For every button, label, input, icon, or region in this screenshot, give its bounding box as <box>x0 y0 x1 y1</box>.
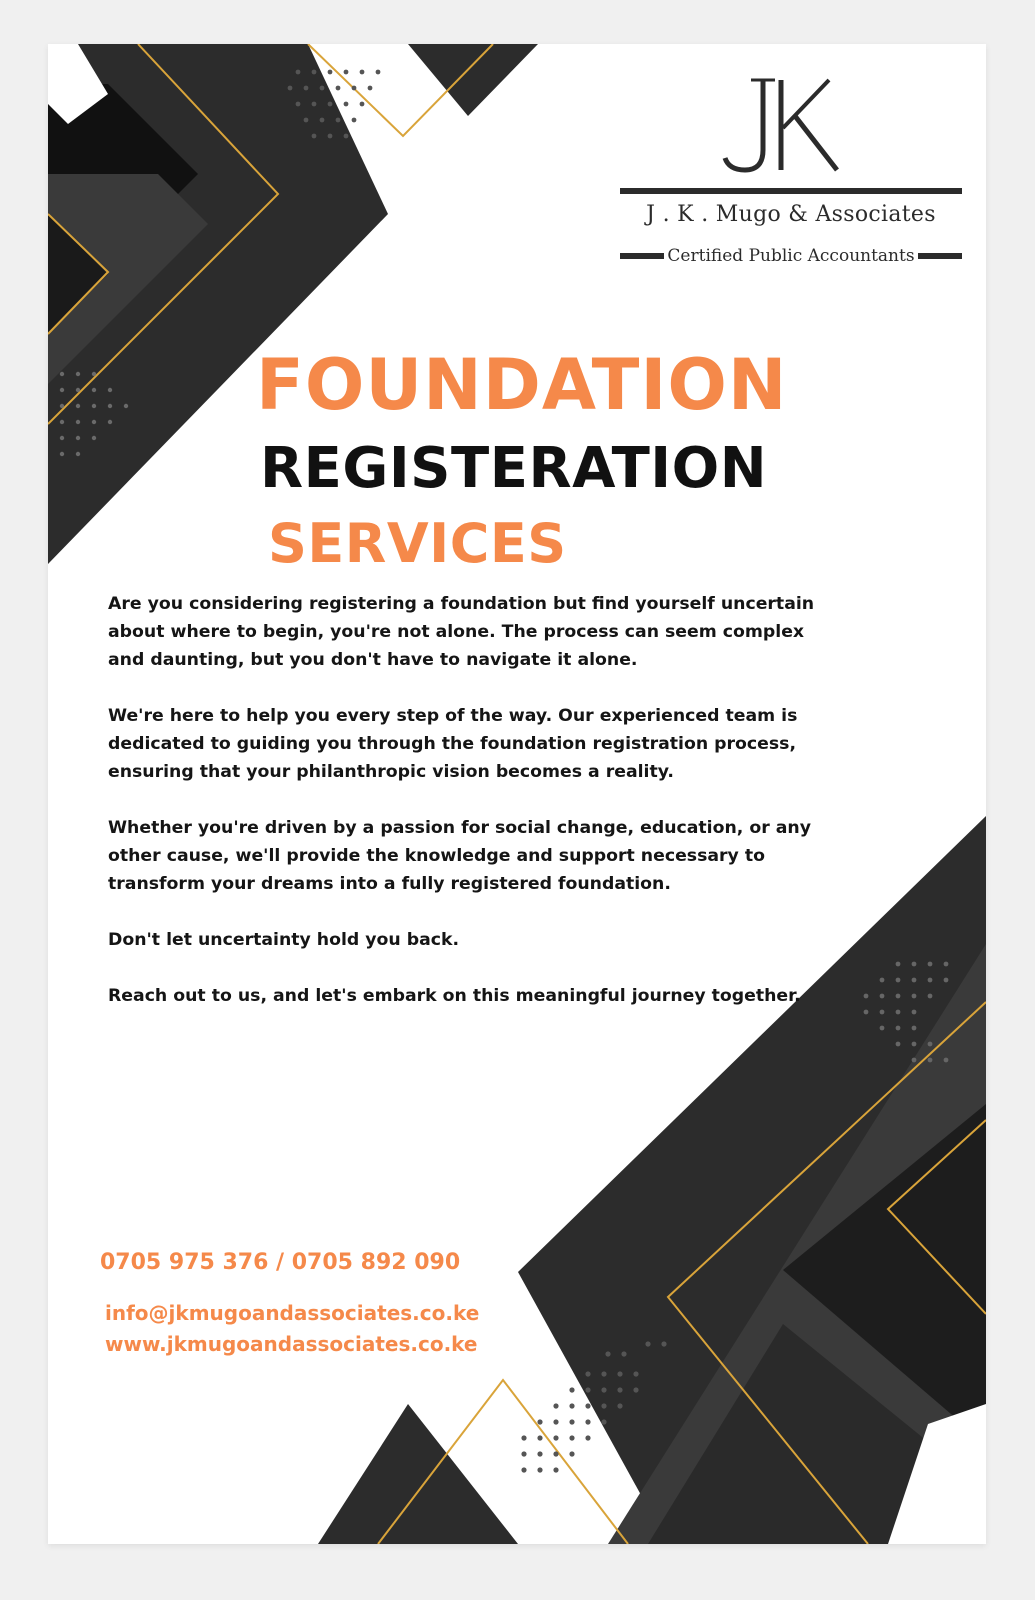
email-link[interactable]: info@jkmugoandassociates.co.ke <box>105 1301 480 1325</box>
firm-tagline: Certified Public Accountants <box>667 246 915 266</box>
body-paragraph: Are you considering registering a foundation but find yourself uncertain about where to begin, you're not alone. The process can seem complex and daunting, but you don't have to navigate it alone. <box>108 594 815 670</box>
body-paragraph: Don't let uncertainty hold you back. <box>108 930 460 950</box>
body-copy <box>108 590 828 1038</box>
tagline-row <box>620 242 962 270</box>
body-paragraph: We're here to help you every step of the way. Our experienced team is dedicated to guiding you through the foundation registration process, ensuring that your philanthropic vision becomes a reality. <box>108 706 798 782</box>
deco-shape <box>318 1404 518 1544</box>
phone-numbers: 0705 975 376 / 0705 892 090 <box>100 1250 461 1275</box>
logo-letter-j <box>725 80 763 170</box>
firm-name: J . K . Mugo & Associates <box>646 202 936 227</box>
logo-divider <box>620 188 962 194</box>
logo-letter-k <box>795 116 837 170</box>
logo-block <box>576 44 986 334</box>
website-link[interactable]: www.jkmugoandassociates.co.ke <box>105 1332 478 1356</box>
logo-letter-k <box>783 80 829 128</box>
tagline-dash-left <box>620 253 664 259</box>
tagline-dash-right <box>918 253 962 259</box>
jk-monogram-logo <box>711 72 851 182</box>
headline-services: SERVICES <box>268 512 567 575</box>
headline-registeration: REGISTERATION <box>260 436 768 501</box>
body-paragraph: Reach out to us, and let's embark on this meaningful journey together. <box>108 986 801 1006</box>
body-paragraph: Whether you're driven by a passion for social change, education, or any other cause, we'll provide the knowledge and support necessary to transform your dreams into a fully registered foundation. <box>108 818 811 894</box>
poster <box>48 44 986 1544</box>
headline-foundation: FOUNDATION <box>256 344 788 426</box>
